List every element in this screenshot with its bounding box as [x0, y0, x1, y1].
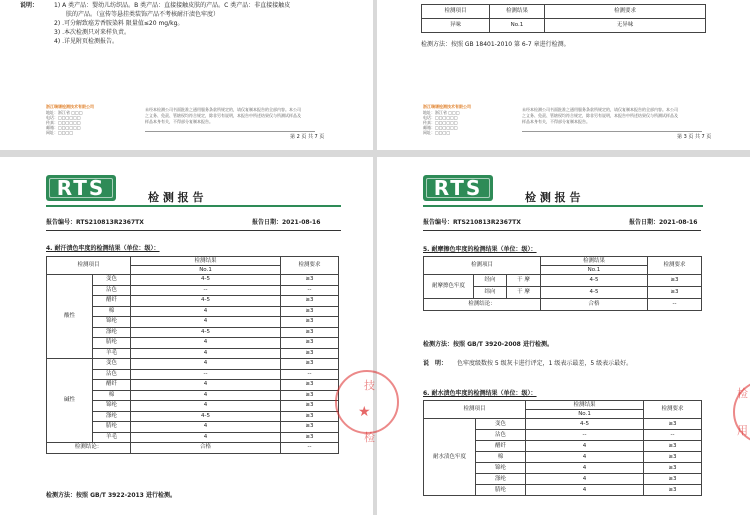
cell-result: 4: [526, 441, 644, 452]
th-requirement: 检测要求: [281, 257, 339, 275]
group-rubbing: 耐摩擦色牢度: [424, 275, 474, 299]
cell-requirement: ≥3: [281, 306, 339, 317]
logo-rule: [46, 205, 341, 207]
note-line: 3) .本次检测只对来样负责。: [54, 29, 130, 36]
th-item: 检测项目: [47, 257, 131, 275]
cell-item: 腈纶: [476, 485, 526, 496]
cell-requirement: ≥3: [281, 296, 339, 307]
cell-requirement: ≥3: [644, 485, 702, 496]
th-requirement: 检测要求: [644, 401, 702, 419]
company-name: 浙江瑞谱检测技术有限公司: [423, 104, 471, 109]
seal-fragment: 检: [737, 387, 748, 400]
cell-result: 4: [526, 485, 644, 496]
th-result: 检测结果: [541, 257, 648, 266]
cell-item: 醋纤: [476, 441, 526, 452]
cell-result: 4: [131, 306, 281, 317]
company-info: 电话：□□□□□□: [423, 115, 458, 120]
header-rule: [46, 230, 341, 231]
page-number: 第 3 页 共 7 页: [677, 134, 712, 140]
cell-requirement: 无异味: [545, 19, 706, 33]
cell-result: 4: [131, 380, 281, 391]
header-rule: [423, 230, 701, 231]
cell-requirement: ≥3: [281, 317, 339, 328]
cell-item: 变色: [93, 359, 131, 370]
cell-result: 4: [131, 338, 281, 349]
cell-requirement: ≥3: [281, 432, 339, 443]
cell-requirement: ≥3: [644, 452, 702, 463]
th-sample-no: No.1: [131, 266, 281, 275]
cell-result: 4: [526, 463, 644, 474]
cell-result: 4: [131, 390, 281, 401]
note-line: 1) A 类产品：婴幼儿纺织品。B 类产品：直接接触皮肤的产品。C 类产品：非直接接触皮: [54, 2, 291, 9]
cell-item: 锦纶: [476, 463, 526, 474]
th-result: 检测结果: [131, 257, 281, 266]
cell-item: 异味: [422, 19, 490, 33]
cell-requirement: ≥3: [281, 348, 339, 359]
company-info: 传真：□□□□□□: [423, 120, 458, 125]
report-number: 报告编号：RTS210813R2367TX: [46, 219, 144, 226]
cell-method: 干 摩: [507, 275, 541, 287]
cell-result: 4: [131, 359, 281, 370]
disclaimer-line: 未经本检测公司书面批准之通用服务条款所规定的，请仅复制本报告的全部内容。本公司: [522, 107, 678, 112]
note-line: 2) .可分解致癌芳香胺染料 限量值≤20 mg/kg。: [54, 20, 184, 27]
note-line: 肤的产品。（宣传等悬挂类装饰产品不考核耐汗渍色牢度）: [66, 11, 220, 18]
cell-item: 棉: [93, 390, 131, 401]
footer-rule: [522, 131, 702, 132]
disclaimer-line: 未经本检测公司书面批准之通用服务条款所规定的，请仅复制本报告的全部内容。本公司: [145, 107, 301, 112]
th-item: 检测项目: [424, 257, 541, 275]
cell-result: 4-5: [541, 275, 648, 287]
cell-item: 醋纤: [93, 296, 131, 307]
cell-item: 羊毛: [93, 432, 131, 443]
cell-requirement: ≥3: [648, 275, 702, 287]
conclusion-label: 检测结论：: [47, 443, 131, 454]
cell-result: 4-5: [131, 327, 281, 338]
page-number: 第 2 页 共 7 页: [290, 134, 325, 140]
company-info: 网址：□□□□: [423, 130, 451, 135]
perspiration-fastness-table: [46, 256, 339, 454]
cell-result: 4: [526, 452, 644, 463]
cell-direction: 经向: [474, 275, 507, 287]
cell-item: 沾色: [93, 285, 131, 296]
rubbing-fastness-table: [423, 256, 702, 311]
report-date: 报告日期：2021-08-16: [252, 219, 321, 226]
cell-item: 腈纶: [93, 338, 131, 349]
company-info: 邮箱：□□□□□□: [46, 125, 81, 130]
conclusion-result: 合格: [131, 443, 281, 454]
cell-requirement: ≥3: [644, 441, 702, 452]
th-sample-no: No.1: [526, 410, 644, 419]
cell-result: 4-5: [131, 411, 281, 422]
cell-result: No.1: [490, 19, 545, 33]
conclusion-requirement: --: [648, 299, 702, 311]
disclaimer-line: 之义务、免责、管辖权均符合规定，除非另有说明，本报告中所述结果仅与所测试样品及: [145, 113, 301, 118]
report-page-5: [377, 157, 750, 515]
cell-item: 棉: [93, 306, 131, 317]
disclaimer-line: 之义务、免责、管辖权均符合规定，除非另有说明，本报告中所述结果仅与所测试样品及: [522, 113, 678, 118]
th-item: 检测项目: [424, 401, 526, 419]
rts-logo: RTS: [46, 175, 116, 201]
report-page-4: [0, 157, 373, 515]
cell-item: 涤纶: [476, 474, 526, 485]
th-requirement: 检测要求: [648, 257, 702, 275]
disclaimer-line: 样品本身有关，不得部分复制本报告。: [145, 119, 213, 124]
company-info: 网址：□□□□: [46, 130, 74, 135]
cell-result: 4: [131, 317, 281, 328]
note-text: 色牢度级数按 5 级灰卡进行评定，1 级表示最差，5 级表示最好。: [457, 360, 633, 367]
report-page-2: [0, 0, 373, 150]
cell-requirement: ≥3: [648, 287, 702, 299]
company-info: 地址：浙江省 □□□: [46, 110, 83, 115]
report-title: 检 测 报 告: [525, 191, 581, 204]
cell-item: 醋纤: [93, 380, 131, 391]
th-requirement: 检测要求: [545, 5, 706, 19]
note-label: 说 明：: [423, 360, 448, 367]
conclusion-result: 合格: [541, 299, 648, 311]
cell-item: 变色: [476, 419, 526, 430]
cell-item: 锦纶: [93, 317, 131, 328]
cell-item: 腈纶: [93, 422, 131, 433]
cell-result: 4: [131, 348, 281, 359]
th-item: 检测项目: [422, 5, 490, 19]
seal-fragment: 用: [737, 424, 748, 437]
notes-label: 说明：: [20, 2, 39, 9]
conclusion-requirement: --: [281, 443, 339, 454]
cell-requirement: ≥3: [281, 327, 339, 338]
cell-result: 4-5: [131, 296, 281, 307]
cell-item: 涤纶: [93, 411, 131, 422]
cell-requirement: --: [281, 285, 339, 296]
test-method: 检测方法：按照 GB/T 3920-2008 进行检测。: [423, 341, 553, 348]
cell-requirement: --: [644, 430, 702, 441]
cell-requirement: ≥3: [644, 419, 702, 430]
cell-result: 4: [131, 432, 281, 443]
group-alkaline: 碱性: [47, 359, 93, 443]
cell-requirement: ≥3: [644, 474, 702, 485]
water-fastness-table: [423, 400, 702, 496]
section-title: 6. 耐水渍色牢度的检测结果（单位：级）：: [423, 390, 537, 397]
th-result: 检测结果: [526, 401, 644, 410]
seal-fragment: 技: [364, 379, 375, 392]
seal-star-icon: ★: [358, 404, 371, 420]
cell-item: 沾色: [476, 430, 526, 441]
cell-result: 4: [131, 401, 281, 412]
logo-rule: [423, 205, 703, 207]
odor-table: [421, 4, 706, 33]
disclaimer-line: 样品本身有关，不得部分复制本报告。: [522, 119, 590, 124]
company-info: 传真：□□□□□□: [46, 120, 81, 125]
cell-method: 干 摩: [507, 287, 541, 299]
cell-item: 涤纶: [93, 327, 131, 338]
report-date: 报告日期：2021-08-16: [629, 219, 698, 226]
cell-result: 4: [131, 422, 281, 433]
seal-fragment: 检: [364, 431, 375, 444]
cell-requirement: ≥3: [281, 380, 339, 391]
cell-item: 锦纶: [93, 401, 131, 412]
conclusion-label: 检测结论：: [424, 299, 541, 311]
cell-requirement: ≥3: [281, 401, 339, 412]
report-number: 报告编号：RTS210813R2367TX: [423, 219, 521, 226]
cell-requirement: ≥3: [281, 390, 339, 401]
cell-item: 变色: [93, 275, 131, 286]
footer-rule: [145, 131, 315, 132]
section-title: 5. 耐摩擦色牢度的检测结果（单位：级）：: [423, 246, 537, 253]
cell-item: 沾色: [93, 369, 131, 380]
cell-result: 4: [526, 474, 644, 485]
test-method: 检测方法：按照 GB/T 3922-2013 进行检测。: [46, 492, 176, 499]
report-title: 检 测 报 告: [148, 191, 204, 204]
company-name: 浙江瑞谱检测技术有限公司: [46, 104, 94, 109]
cell-requirement: ≥3: [644, 463, 702, 474]
test-method: 检测方法：按照 GB 18401-2010 第 6-7 章进行检测。: [421, 41, 570, 48]
cell-item: 棉: [476, 452, 526, 463]
company-info: 电话：□□□□□□: [46, 115, 81, 120]
cell-item: 羊毛: [93, 348, 131, 359]
cell-result: --: [526, 430, 644, 441]
company-info: 邮箱：□□□□□□: [423, 125, 458, 130]
cell-result: 4-5: [131, 275, 281, 286]
cell-result: --: [131, 369, 281, 380]
cell-requirement: --: [281, 369, 339, 380]
cell-result: 4-5: [526, 419, 644, 430]
report-page-3: [377, 0, 750, 150]
group-acid: 酸性: [47, 275, 93, 359]
cell-requirement: ≥3: [281, 359, 339, 370]
group-water: 耐水渍色牢度: [424, 419, 476, 496]
cell-direction: 纬向: [474, 287, 507, 299]
cell-result: --: [131, 285, 281, 296]
cell-requirement: ≥3: [281, 338, 339, 349]
th-result: 检测结果: [490, 5, 545, 19]
note-line: 4) .详见附页检测报告。: [54, 38, 118, 45]
cell-requirement: ≥3: [281, 422, 339, 433]
company-info: 地址：浙江省 □□□: [423, 110, 460, 115]
cell-requirement: ≥3: [281, 411, 339, 422]
section-title: 4. 耐汗渍色牢度的检测结果（单位：级）：: [46, 245, 160, 252]
th-sample-no: No.1: [541, 266, 648, 275]
cell-requirement: ≥3: [281, 275, 339, 286]
rts-logo: RTS: [423, 175, 493, 201]
cell-result: 4-5: [541, 287, 648, 299]
